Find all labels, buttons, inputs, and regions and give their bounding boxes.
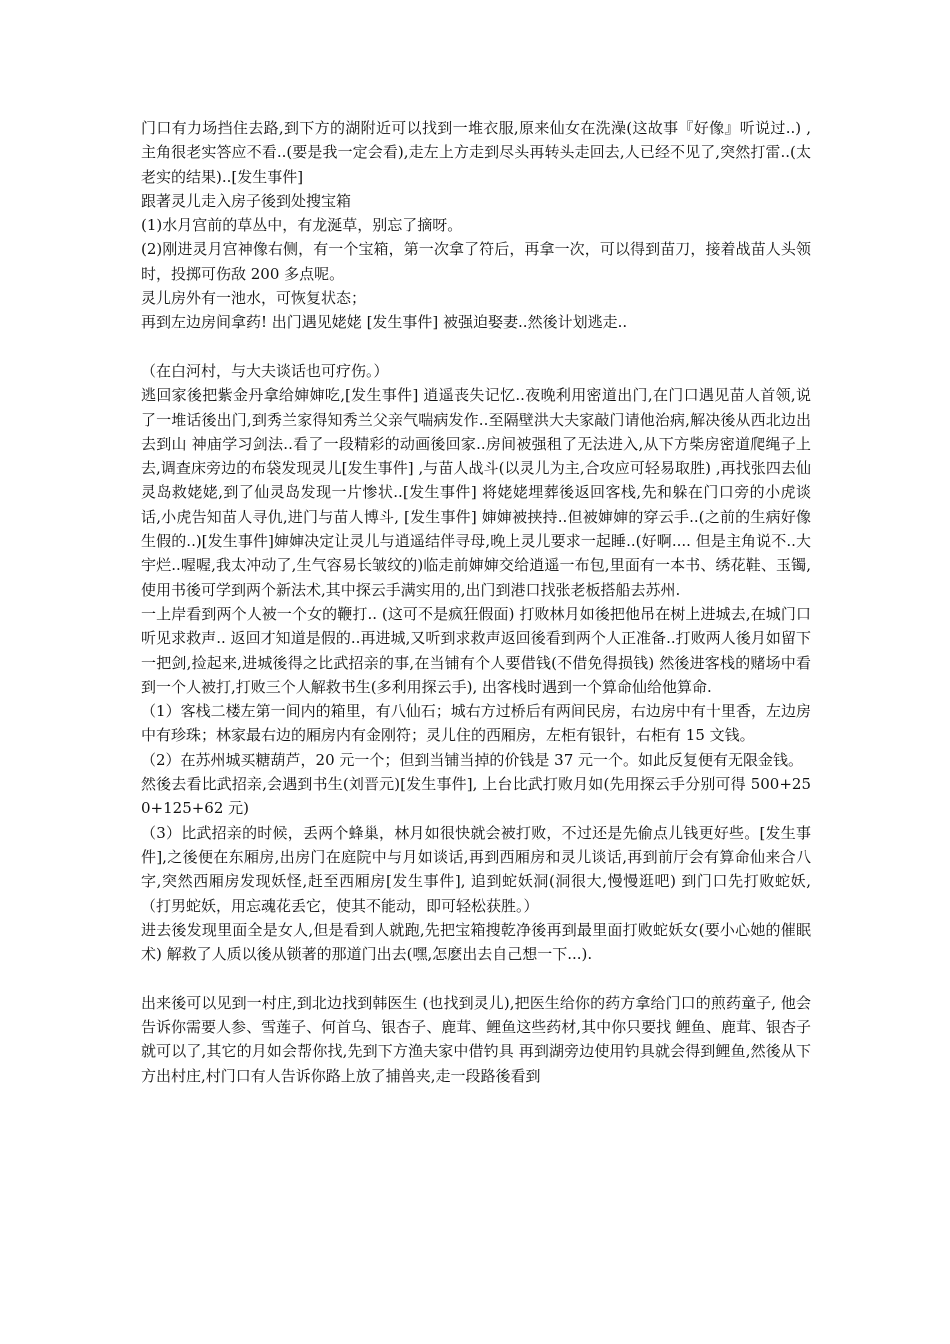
blank-line bbox=[141, 335, 811, 359]
paragraph-miao-blade: (2)刚进灵月宫神像右侧，有一个宝箱，第一次拿了符后，再拿一次，可以得到苗刀，接着战苗人头领时，投掷可伤敌 200 多点呢。 bbox=[141, 240, 811, 283]
paragraph-healing-pool: 灵儿房外有一池水，可恢复状态； bbox=[141, 289, 367, 308]
paragraph-suzhou-arrival: 一上岸看到两个人被一个女的鞭打.. (这可不是疯狂假面) 打败林月如後把他吊在树上进城去,在城门口听见求救声.. 返回才知道是假的..再进城,又听到求救声返回後看到两个人正准备..打败两人後月如留下一把剑,捡起来,进城後得之比武招亲的事,在当铺有个人要借钱(不借免得损钱) 然後进客栈的赌场中看到一个人被打,打败三个人解救书生(多利用探云手), 出客栈时遇到一个算命仙给他算命. bbox=[141, 604, 811, 696]
paragraph-village-doctor: 出来後可以见到一村庄,到北边找到韩医生 (也找到灵儿),把医生给你的药方拿给门口的煎药童子, 他会告诉你需要人参、雪莲子、何首乌、银杏子、鹿茸、鲤鱼这些药材,其中你只要找 鲤鱼、鹿茸、银杏子就可以了,其它的月如会帮你找,先到下方渔夫家中借钓具 再到湖旁边使用钓具就会得到鲤鱼,然後从下方出村庄,村门口有人告诉你路上放了捕兽夹,走一段路後看到 bbox=[141, 993, 811, 1085]
paragraph-baihe-village: （在白河村，与大夫谈话也可疗伤。） bbox=[141, 361, 389, 380]
paragraph-lake-clothes: 门口有力场挡住去路,到下方的湖附近可以找到一堆衣服,原来仙女在洗澡(这故事『好像』听说过..) ,主角很老实答应不看..(要是我一定会看),走左上方走到尽头再转头走回去,人已经不见了,突然打雷..(太老实的结果)..[发生事件] bbox=[141, 119, 811, 186]
paragraph-snake-cave: 进去後发现里面全是女人,但是看到人就跑,先把宝箱搜乾净後再到最里面打败蛇妖女(要小心她的催眠术) 解救了人质以後从锁著的那道门出去(嘿,怎麽出去自己想一下...). bbox=[141, 920, 811, 964]
paragraph-martial-contest: 然後去看比武招亲,会遇到书生(刘晋元)[发生事件], 上台比武打败月如(先用探云手分别可得 500+250+125+62 元) bbox=[141, 775, 811, 818]
paragraph-candied-haws: （2）在苏州城买糖葫芦，20 元一个；但到当铺当掉的价钱是 37 元一个。如此反复便有无限金钱。 bbox=[141, 750, 804, 769]
paragraph-follow-linger: 跟著灵儿走入房子後到处搜宝箱 bbox=[141, 191, 352, 210]
blank-line bbox=[141, 966, 811, 990]
paragraph-snake-demon: （3）比武招亲的时候，丢两个蜂巢，林月如很快就会被打败，不过还是先偷点儿钱更好些。[发生事件],之後便在东厢房,出房门在庭院中与月如谈话,再到西厢房和灵儿谈话,再到前厅会有算命仙来合八字,突然西厢房发现妖怪,赶至西厢房[发生事件], 追到蛇妖洞(洞很大,慢慢逛吧) 到门口先打败蛇妖,（打男蛇妖，用忘魂花丢它，使其不能动，即可轻松获胜。） bbox=[141, 823, 811, 915]
paragraph-inn-treasures: （1）客栈二楼左第一间内的箱里，有八仙石；城右方过桥后有两间民房，右边房中有十里香，左边房中有珍珠；林家最右边的厢房内有金刚符；灵儿住的西厢房，左柜有银针，右柜有 15 文钱。 bbox=[141, 702, 811, 745]
paragraph-forced-marriage: 再到左边房间拿药! 出门遇见姥姥 [发生事件] 被强迫娶妻..然後计划逃走.. bbox=[141, 313, 628, 332]
paragraph-dragon-grass: (1)水月宫前的草丛中，有龙涎草，别忘了摘呀。 bbox=[141, 216, 463, 235]
paragraph-escape-home: 逃回家後把紫金丹拿给婶婶吃,[发生事件] 逍遥丧失记忆..夜晚利用密道出门,在门口遇见苗人首领,说了一堆话後出门,到秀兰家得知秀兰父亲气喘病发作..至隔壁洪大夫家敲门请他治病,解决後从西北边出去到山 神庙学习剑法..看了一段精彩的动画後回家..房间被强租了无法进入,从下方柴房密道爬绳子上去,调查床旁边的布袋发现灵儿[发生事件] ,与苗人战斗(以灵儿为主,合攻应可轻易取胜) ,再找张四去仙灵岛救姥姥,到了仙灵岛发现一片惨状..[发生事件] 将姥姥埋葬後返回客栈,先和躲在门口旁的小虎谈话,小虎告知苗人寻仇,进门与苗人博斗, [发生事件] 婶婶被挟持..但被婶婶的穿云手..(之前的生病好像生假的..)[发生事件]婶婶决定让灵儿与逍遥结伴寻母,晚上灵儿要求一起睡..(好啊.... 但是主角说不..大宇烂..喔喔,我太冲动了,生气容易长皱纹的)临走前婶婶交给逍遥一布包,里面有一本书、绣花鞋、玉镯,使用书後可学到两个新法术,其中探云手满实用的,出门到港口找张老板搭船去苏州. bbox=[141, 386, 811, 599]
document-body bbox=[141, 116, 811, 1088]
